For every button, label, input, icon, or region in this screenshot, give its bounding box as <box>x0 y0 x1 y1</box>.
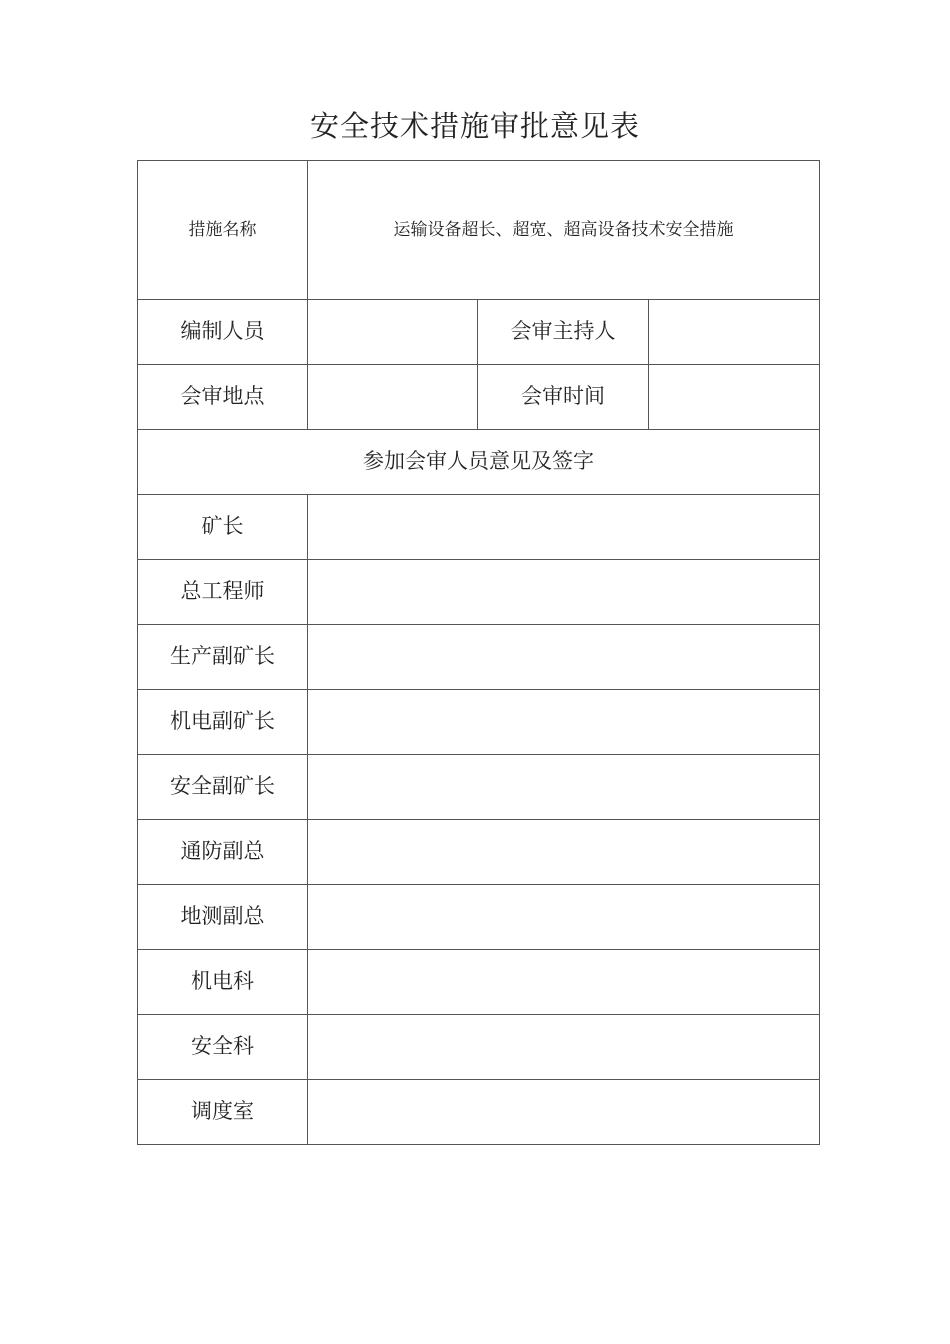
location-row <box>138 365 820 430</box>
reviewer-signature-field[interactable] <box>308 1015 820 1080</box>
reviewer-row <box>138 820 820 885</box>
compiler-field[interactable] <box>308 300 478 365</box>
reviewer-row <box>138 1080 820 1145</box>
measure-name-row <box>138 161 820 300</box>
reviewer-label: 安全副矿长 <box>138 755 308 820</box>
reviewer-signature-field[interactable] <box>308 560 820 625</box>
reviewer-label: 矿长 <box>138 495 308 560</box>
location-field[interactable] <box>308 365 478 430</box>
reviewer-signature-field[interactable] <box>308 495 820 560</box>
reviewer-row <box>138 950 820 1015</box>
reviewer-signature-field[interactable] <box>308 820 820 885</box>
reviewer-label: 通防副总 <box>138 820 308 885</box>
reviewer-label: 调度室 <box>138 1080 308 1145</box>
section-header: 参加会审人员意见及签字 <box>138 430 820 495</box>
approval-form-table <box>137 160 820 1145</box>
reviewer-row <box>138 885 820 950</box>
reviewer-row <box>138 1015 820 1080</box>
reviewer-signature-field[interactable] <box>308 1080 820 1145</box>
reviewer-row <box>138 755 820 820</box>
reviewer-label: 生产副矿长 <box>138 625 308 690</box>
reviewer-label: 机电副矿长 <box>138 690 308 755</box>
reviewer-signature-field[interactable] <box>308 755 820 820</box>
reviewer-row <box>138 560 820 625</box>
measure-name-value[interactable]: 运输设备超长、超宽、超高设备技术安全措施 <box>308 161 820 300</box>
host-label: 会审主持人 <box>478 300 649 365</box>
measure-name-label: 措施名称 <box>138 161 308 300</box>
reviewer-label: 地测副总 <box>138 885 308 950</box>
time-field[interactable] <box>649 365 820 430</box>
reviewer-label: 总工程师 <box>138 560 308 625</box>
time-label: 会审时间 <box>478 365 649 430</box>
reviewer-row <box>138 690 820 755</box>
page-title: 安全技术措施审批意见表 <box>309 109 640 143</box>
reviewer-signature-field[interactable] <box>308 625 820 690</box>
reviewer-row <box>138 625 820 690</box>
reviewer-signature-field[interactable] <box>308 950 820 1015</box>
reviewer-signature-field[interactable] <box>308 885 820 950</box>
location-label: 会审地点 <box>138 365 308 430</box>
reviewer-label: 机电科 <box>138 950 308 1015</box>
compiler-label: 编制人员 <box>138 300 308 365</box>
reviewer-label: 安全科 <box>138 1015 308 1080</box>
reviewer-row <box>138 495 820 560</box>
host-field[interactable] <box>649 300 820 365</box>
reviewer-signature-field[interactable] <box>308 690 820 755</box>
compiler-row <box>138 300 820 365</box>
section-header-row <box>138 430 820 495</box>
